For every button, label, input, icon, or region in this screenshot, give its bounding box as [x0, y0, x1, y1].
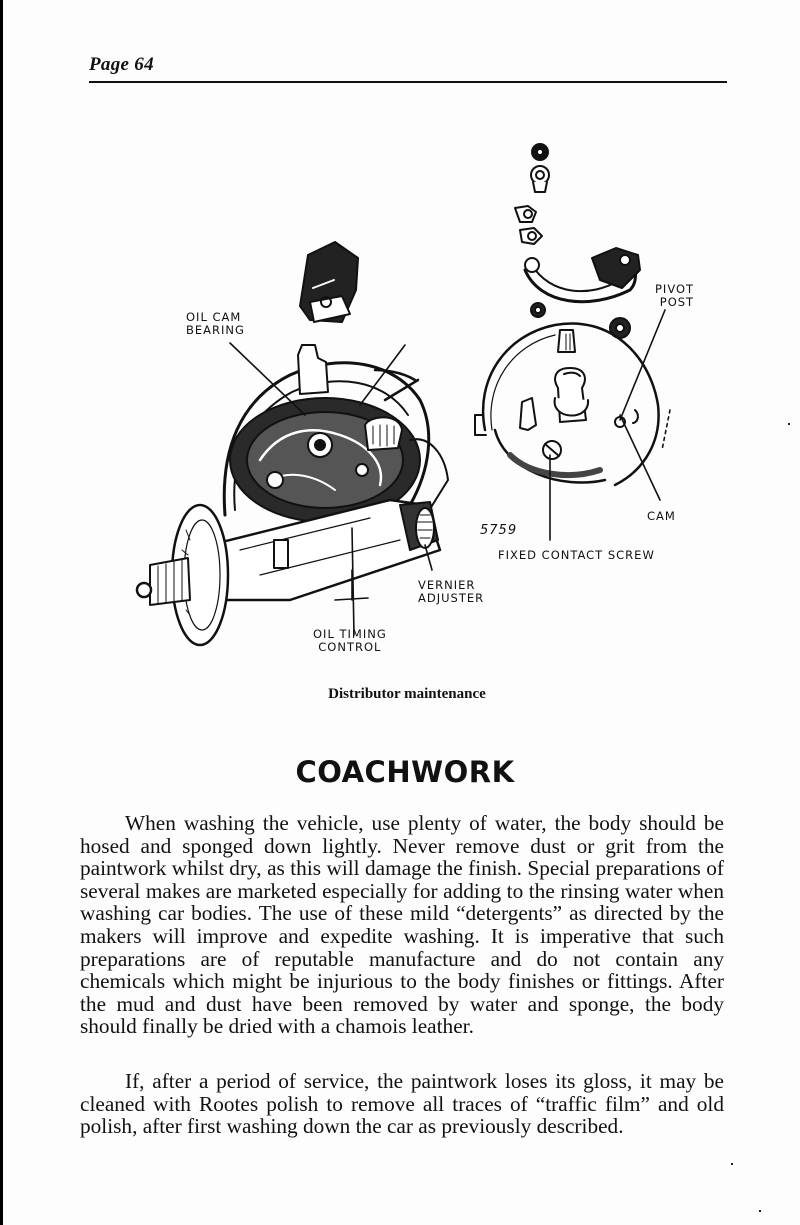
paragraph-text: When washing the vehicle, use plenty of water, the body should be hosed and sponged down lightly. Never remove dust or grit from the paintwork whilst dry, as this will damage the finish. Special preparations of several makes are marketed especially for adding to the rinsing water when washing car bodies. The use of these mild “detergents” as directed by the makers will improve and expedite washing. It is imperative that such preparations are of reputable manufacture and do not contain any chemicals which might be injurious to the body finishes or fittings. After the mud and dust have been removed by water and sponge, the body should finally be dried with a chamois leather. [80, 811, 724, 1039]
page-number-header: Page 64 [89, 54, 154, 75]
distributor-body-drawing [137, 345, 448, 645]
callout-vernier-adjuster: VERNIER ADJUSTER [418, 578, 485, 605]
callout-oil-timing-control: OIL TIMING CONTROL [313, 627, 387, 654]
body-paragraph-2 [80, 1070, 724, 1138]
figure-caption [0, 686, 800, 703]
callout-cam: CAM [647, 509, 676, 523]
paragraph-text: If, after a period of service, the paintwork loses its gloss, it may be cleaned with Rootes polish to remove all traces of “traffic film” and old polish, after first washing down the car as previously described. [80, 1069, 724, 1139]
callout-fixed-contact-screw: FIXED CONTACT SCREW [498, 548, 655, 562]
section-heading [0, 755, 800, 790]
distributor-figure [130, 130, 730, 670]
scan-left-edge [0, 0, 3, 1225]
figure-caption-text: Distributor maintenance [328, 686, 486, 702]
callout-pivot-post: PIVOT POST [655, 282, 695, 309]
rotor-arm-drawing [300, 242, 358, 322]
contact-assembly-drawing [475, 144, 659, 485]
figure-number: 5759 [480, 523, 518, 538]
callout-oil-cam-bearing: OIL CAM BEARING [186, 310, 245, 337]
section-heading-text: COACHWORK [295, 754, 515, 790]
body-paragraph-1 [80, 812, 724, 1038]
header-rule [89, 81, 727, 83]
